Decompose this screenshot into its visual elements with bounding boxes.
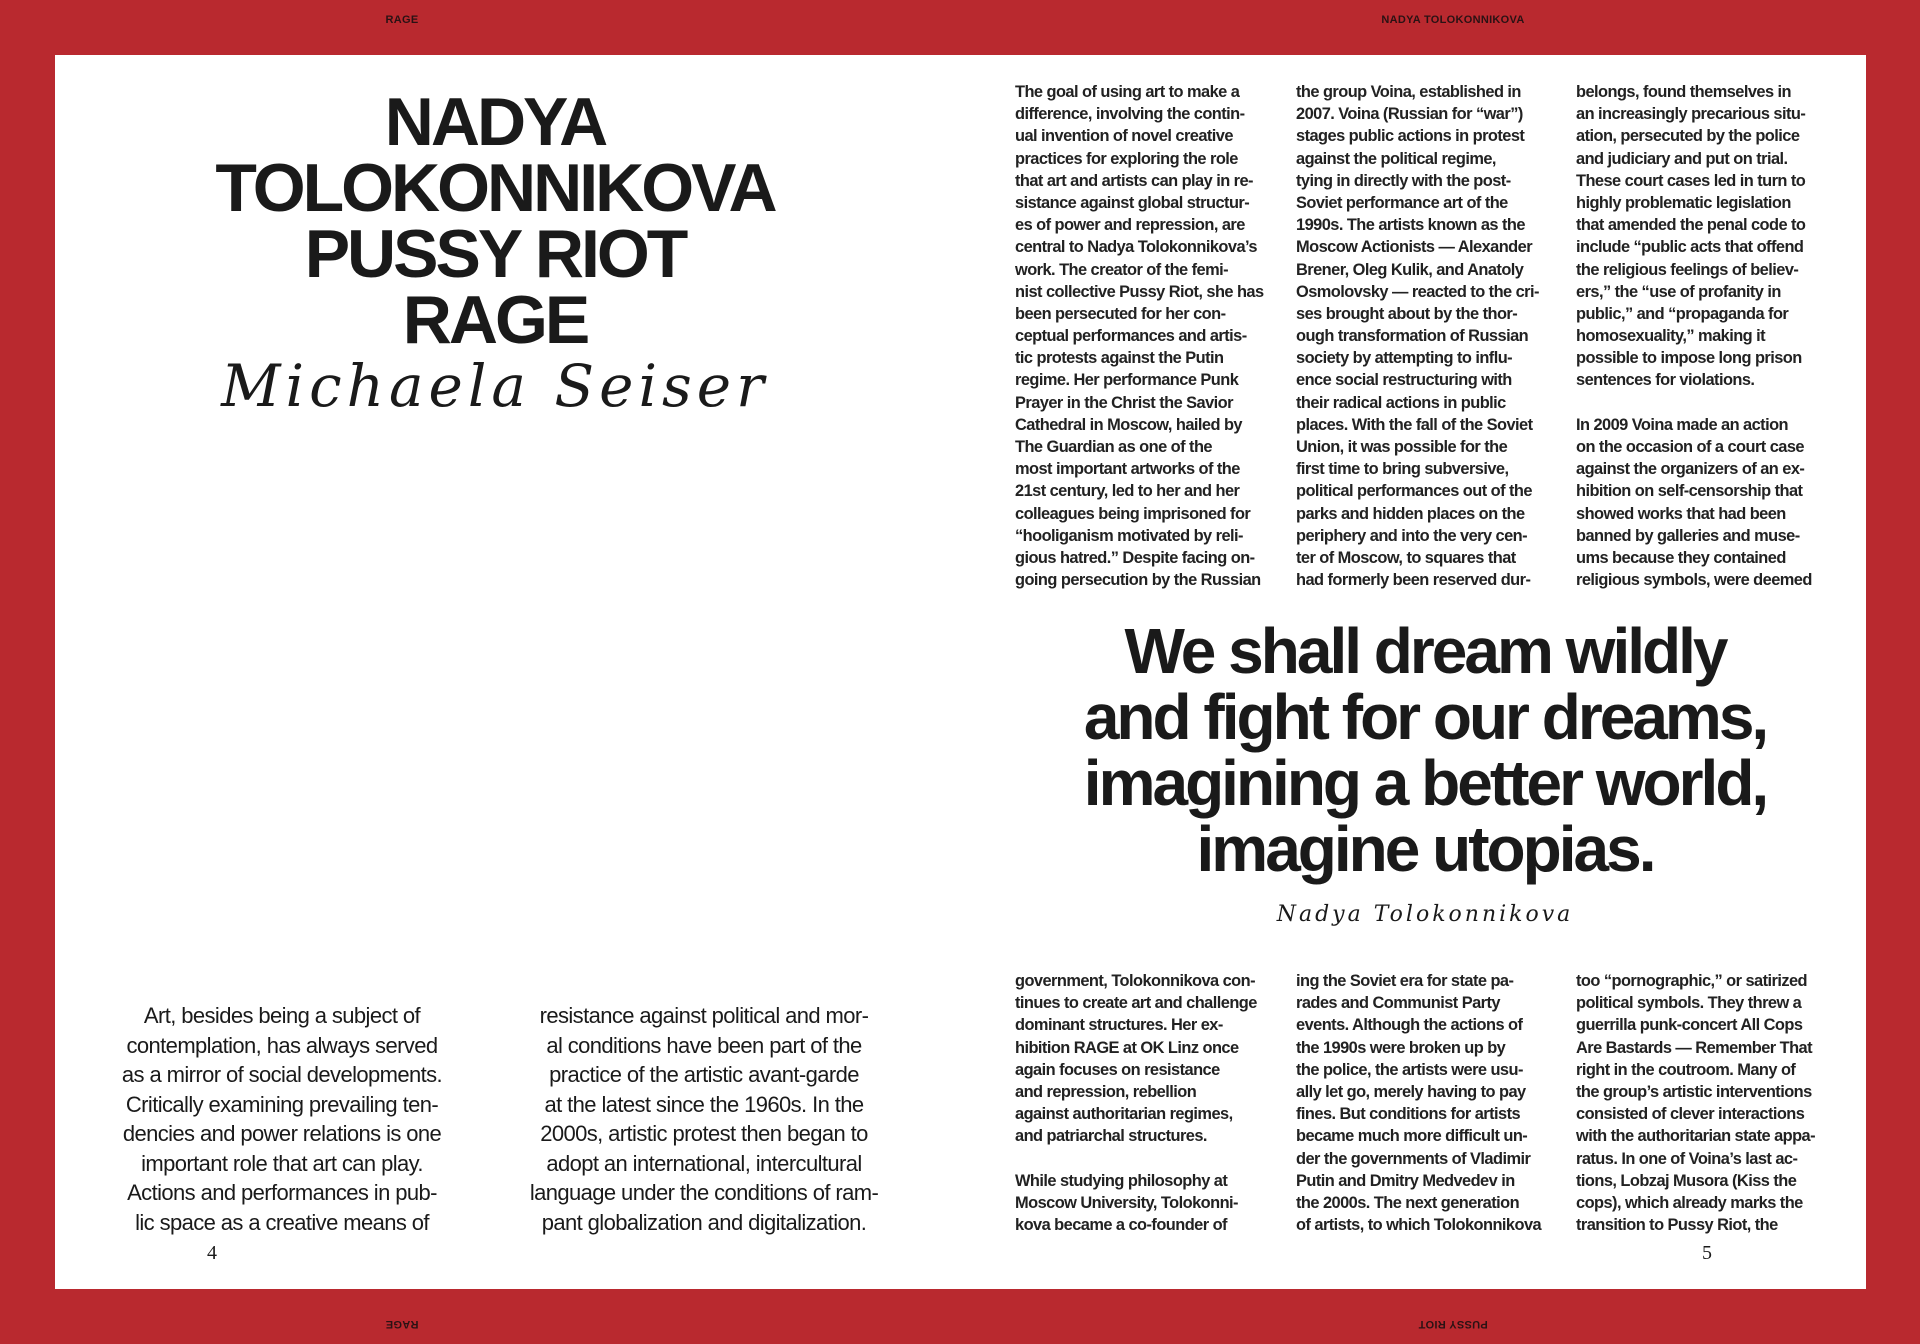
text-line: central to Nadya Tolokonnikova’s bbox=[1015, 238, 1257, 257]
text-line: government, Tolokonnikova con- bbox=[1015, 972, 1256, 990]
text-line: first time to bring subversive, bbox=[1296, 460, 1509, 479]
text-line: transition to Pussy Riot, the bbox=[1576, 1216, 1778, 1235]
text-line: ratus. In one of Voina’s last ac- bbox=[1576, 1149, 1798, 1168]
text-line: dencies and power relations is one bbox=[122, 1121, 442, 1146]
text-line: ation, persecuted by the police bbox=[1576, 127, 1800, 146]
body-column-bottom-3 bbox=[1576, 970, 1841, 1236]
text-line: ence social restructuring with bbox=[1296, 371, 1512, 390]
page-number-left: 4 bbox=[207, 1242, 217, 1264]
text-line: the 1990s were broken up by bbox=[1296, 1038, 1506, 1057]
text-line: tic protests against the Putin bbox=[1015, 349, 1224, 368]
text-line: work. The creator of the femi- bbox=[1015, 260, 1229, 279]
text-line: adopt an international, intercultural bbox=[546, 1150, 862, 1176]
text-line: The goal of using art to make a bbox=[1015, 83, 1240, 101]
text-line: again focuses on resistance bbox=[1015, 1060, 1220, 1079]
text-line: Prayer in the Christ the Savior bbox=[1015, 393, 1233, 412]
text-line: language under the conditions of ram- bbox=[529, 1180, 879, 1205]
text-line: regime. Her performance Punk bbox=[1015, 371, 1239, 390]
text-line: practices for exploring the role bbox=[1015, 149, 1238, 168]
text-line: Brener, Oleg Kulik, and Anatoly bbox=[1296, 260, 1524, 279]
text-line: and patriarchal structures. bbox=[1015, 1127, 1207, 1146]
text-line: 2000s, artistic protest then began to bbox=[540, 1121, 868, 1146]
text-line: 21st century, led to her and her bbox=[1015, 482, 1240, 501]
text-line: Critically examining prevailing ten- bbox=[125, 1091, 439, 1117]
text-line: showed works that had been bbox=[1576, 504, 1786, 523]
text-line: Are Bastards — Remember That bbox=[1576, 1038, 1813, 1057]
article-author: Michaela Seiser bbox=[221, 352, 769, 420]
text-line: Union, it was possible for the bbox=[1296, 438, 1508, 456]
text-line: gious hatred.” Despite facing on- bbox=[1015, 548, 1255, 567]
text-line: ing the Soviet era for state pa- bbox=[1296, 972, 1514, 990]
text-line: at the latest since the 1960s. In the bbox=[544, 1091, 864, 1117]
pull-quote-line: imagining a better world, bbox=[1083, 747, 1767, 819]
text-line: hibition RAGE at OK Linz once bbox=[1015, 1038, 1239, 1057]
pull-quote bbox=[1083, 615, 1767, 885]
text-line: Soviet performance art of the bbox=[1296, 193, 1508, 212]
running-head-top-right: NADYA TOLOKONNIKOVA bbox=[1381, 14, 1525, 26]
text-line: religious symbols, were deemed bbox=[1576, 571, 1812, 590]
text-line: difference, involving the contin- bbox=[1015, 105, 1245, 124]
title-line: NADYA bbox=[384, 84, 606, 160]
text-line: and repression, rebellion bbox=[1015, 1082, 1197, 1101]
text-line: stages public actions in protest bbox=[1296, 127, 1525, 146]
intro-column-1 bbox=[82, 1001, 482, 1237]
text-line: ers,” the “use of profanity in bbox=[1576, 282, 1781, 301]
running-head-bottom-left: RAGE bbox=[385, 1318, 419, 1330]
text-line: tinues to create art and challenge bbox=[1015, 994, 1257, 1013]
text-line: colleagues being imprisoned for bbox=[1015, 504, 1251, 523]
text-line: sistance against global structur- bbox=[1015, 193, 1250, 212]
text-line: important role that art can play. bbox=[141, 1150, 423, 1176]
text-line: on the occasion of a court case bbox=[1576, 438, 1804, 456]
text-line: The Guardian as one of the bbox=[1015, 438, 1212, 456]
text-line: Art, besides being a subject of bbox=[143, 1003, 421, 1028]
text-line: These court cases led in turn to bbox=[1576, 171, 1806, 190]
text-line: ter of Moscow, to squares that bbox=[1296, 548, 1516, 567]
text-line: an increasingly precarious situ- bbox=[1576, 105, 1806, 124]
text-line: sentences for violations. bbox=[1576, 371, 1755, 390]
text-line: as a mirror of social developments. bbox=[121, 1062, 443, 1087]
intro-column-2 bbox=[504, 1001, 904, 1237]
body-column-top-2 bbox=[1296, 81, 1561, 591]
text-line: against authoritarian regimes, bbox=[1015, 1105, 1233, 1124]
text-line: belongs, found themselves in bbox=[1576, 83, 1792, 101]
text-line: ums because they contained bbox=[1576, 548, 1786, 567]
text-line: ual invention of novel creative bbox=[1015, 127, 1233, 146]
text-line: going persecution by the Russian bbox=[1015, 571, 1261, 590]
text-line: In 2009 Voina made an action bbox=[1576, 415, 1789, 434]
text-line: public,” and “propaganda for bbox=[1576, 304, 1789, 323]
text-line: their radical actions in public bbox=[1296, 393, 1506, 412]
text-line: al conditions have been part of the bbox=[546, 1032, 862, 1058]
pull-quote-line: We shall dream wildly bbox=[1124, 615, 1726, 687]
text-line: guerrilla punk-concert All Cops bbox=[1576, 1016, 1803, 1035]
text-line: es of power and repression, are bbox=[1015, 216, 1245, 235]
text-line: ally let go, merely having to pay bbox=[1296, 1082, 1526, 1101]
text-line: that art and artists can play in re- bbox=[1015, 171, 1253, 190]
text-line: rades and Communist Party bbox=[1296, 994, 1500, 1013]
text-line: Moscow University, Tolokonni- bbox=[1015, 1193, 1238, 1212]
title-line: PUSSY RIOT bbox=[304, 216, 686, 292]
text-line: der the governments of Vladimir bbox=[1296, 1149, 1531, 1168]
text-line: the police, the artists were usu- bbox=[1296, 1060, 1523, 1079]
text-line: of artists, to which Tolokonnikova bbox=[1296, 1216, 1542, 1235]
running-head-bottom-right: PUSSY RIOT bbox=[1418, 1318, 1488, 1330]
text-line: too “pornographic,” or satirized bbox=[1576, 972, 1808, 990]
text-line: society by attempting to influ- bbox=[1296, 349, 1513, 368]
text-line: homosexuality,” making it bbox=[1576, 327, 1766, 346]
text-line: parks and hidden places on the bbox=[1296, 504, 1525, 523]
text-line: Putin and Dmitry Medvedev in bbox=[1296, 1171, 1515, 1190]
text-line: political performances out of the bbox=[1296, 482, 1532, 501]
text-line: political symbols. They threw a bbox=[1576, 994, 1802, 1013]
text-line: possible to impose long prison bbox=[1576, 349, 1802, 368]
text-line: Actions and performances in pub- bbox=[127, 1180, 437, 1205]
page-number-right: 5 bbox=[1702, 1242, 1712, 1264]
body-column-top-1 bbox=[1015, 81, 1280, 591]
title-line: TOLOKONNIKOVA bbox=[215, 150, 775, 226]
text-line: cops), which already marks the bbox=[1576, 1193, 1803, 1212]
text-line: ough transformation of Russian bbox=[1296, 327, 1529, 346]
text-line: resistance against political and mor- bbox=[539, 1003, 869, 1028]
text-line: the group’s artistic interventions bbox=[1576, 1082, 1812, 1101]
running-head-top-left: RAGE bbox=[385, 14, 419, 26]
text-line: hibition on self-censorship that bbox=[1576, 482, 1803, 501]
text-line: ceptual performances and artis- bbox=[1015, 327, 1247, 346]
text-line: practice of the artistic avant-garde bbox=[549, 1062, 859, 1087]
pull-quote-line: and fight for our dreams, bbox=[1083, 681, 1767, 753]
text-line: consisted of clever interactions bbox=[1576, 1105, 1805, 1124]
text-line: Moscow Actionists — Alexander bbox=[1296, 238, 1533, 257]
text-line: places. With the fall of the Soviet bbox=[1296, 415, 1533, 434]
text-line: became much more difficult un- bbox=[1296, 1127, 1528, 1146]
text-line bbox=[1015, 1148, 1280, 1170]
title-line: RAGE bbox=[402, 282, 588, 358]
text-line: 2007. Voina (Russian for “war”) bbox=[1296, 105, 1523, 124]
text-line: 1990s. The artists known as the bbox=[1296, 216, 1525, 235]
pull-quote-line: imagine utopias. bbox=[1196, 813, 1654, 885]
text-line: against the organizers of an ex- bbox=[1576, 460, 1805, 479]
text-line: that amended the penal code to bbox=[1576, 216, 1806, 235]
text-line: with the authoritarian state appa- bbox=[1576, 1127, 1816, 1146]
text-line: had formerly been reserved dur- bbox=[1296, 571, 1531, 590]
text-line: Osmolovsky — reacted to the cri- bbox=[1296, 282, 1539, 301]
text-line: nist collective Pussy Riot, she has bbox=[1015, 282, 1264, 301]
text-line: ses brought about by the thor- bbox=[1296, 304, 1518, 323]
text-line: lic space as a creative means of bbox=[135, 1209, 429, 1235]
text-line: periphery and into the very cen- bbox=[1296, 526, 1528, 545]
body-column-bottom-2 bbox=[1296, 970, 1561, 1236]
text-line: been persecuted for her con- bbox=[1015, 304, 1226, 323]
text-line: fines. But conditions for artists bbox=[1296, 1105, 1521, 1124]
text-line: include “public acts that offend bbox=[1576, 238, 1804, 257]
text-line: right in the coutroom. Many of bbox=[1576, 1060, 1796, 1079]
text-line: and judiciary and put on trial. bbox=[1576, 149, 1788, 168]
text-line: tions, Lobzaj Musora (Kiss the bbox=[1576, 1171, 1797, 1190]
text-line: dominant structures. Her ex- bbox=[1015, 1016, 1223, 1035]
text-line: Cathedral in Moscow, hailed by bbox=[1015, 415, 1242, 434]
text-line: banned by galleries and muse- bbox=[1576, 526, 1800, 545]
text-line: the religious feelings of believ- bbox=[1576, 260, 1799, 279]
text-line: While studying philosophy at bbox=[1015, 1171, 1228, 1190]
text-line: “hooliganism motivated by reli- bbox=[1015, 526, 1243, 545]
body-column-bottom-1 bbox=[1015, 970, 1280, 1236]
text-line: the group Voina, established in bbox=[1296, 83, 1521, 101]
pull-quote-attribution: Nadya Tolokonnikova bbox=[1276, 902, 1574, 927]
text-line: most important artworks of the bbox=[1015, 460, 1240, 479]
text-line: the 2000s. The next generation bbox=[1296, 1193, 1520, 1212]
body-column-top-3 bbox=[1576, 81, 1841, 591]
text-line: highly problematic legislation bbox=[1576, 193, 1791, 212]
text-line: against the political regime, bbox=[1296, 149, 1496, 168]
text-line: pant globalization and digitalization. bbox=[541, 1209, 867, 1235]
text-line: events. Although the actions of bbox=[1296, 1016, 1523, 1035]
text-line: tying in directly with the post- bbox=[1296, 171, 1511, 190]
text-line: kova became a co-founder of bbox=[1015, 1216, 1227, 1235]
text-line bbox=[1576, 392, 1841, 414]
text-line: contemplation, has always served bbox=[126, 1032, 438, 1058]
